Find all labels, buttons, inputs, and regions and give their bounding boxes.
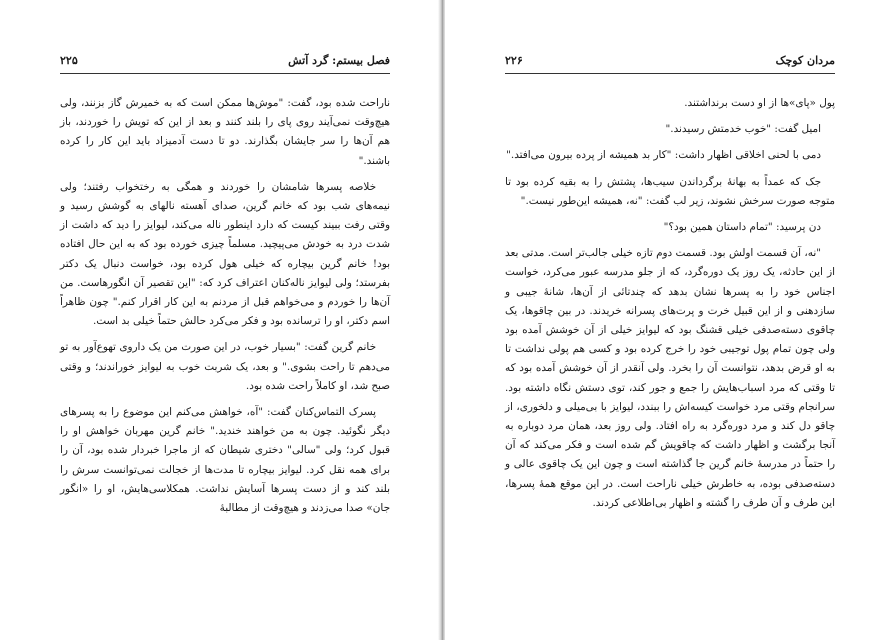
- paragraph: دمی با لحنی اخلاقی اظهار داشت: "کار بد همیشه از پرده بیرون می‌افتد.": [506, 149, 821, 162]
- paragraph: امیل گفت: "خوب خدمتش رسیدند.": [665, 123, 821, 136]
- left-chapter-title: فصل بیستم: گرد آتش: [288, 54, 390, 67]
- paragraph: پسرک التماس‌کنان گفت: "آه، خواهش می‌کنم این موضوع را به پسرهای دیگر نگوئید. چون به من خواهند خندید." خانم گرین مهربان خواهش او را قبول کرد؛ ولی "سالی" دختری شیطان که از ماجرا خبردار شده بود، آن را برای همه نقل کرد. لیوایز بیچاره تا مدت‌ها از خجالت نمی‌توانست سرش را بلند کند و از دست پسرها آسایش نداشت. همکلاسی‌هایش، او را «انگور جان» صدا می‌زدند و هیچ‌وقت از مطالبهٔ: [60, 406, 390, 515]
- paragraph: ناراحت شده بود، گفت: "موش‌ها ممکن است که به خمیرش گاز بزنند، ولی هیچ‌وقت نمی‌آیند روی پای را بلند کنند و بعد از این که تویش را خوردند، باز هم آن‌ها را سر جایشان بگذارند. دو تا دست آدمیزاد باید این کار را کرده باشند.": [60, 97, 390, 167]
- paragraph: خانم گرین گفت: "بسیار خوب، در این صورت من یک داروی تهوع‌آور به تو می‌دهم تا راحت بشوی." و بعد، یک شربت خوب به لیوایز خوراندند؛ و وقتی صبح شد، او کاملاً راحت شده بود.: [60, 341, 390, 392]
- right-page: [445, 0, 885, 640]
- paragraph: "نه، آن قسمت اولش بود. قسمت دوم تازه خیلی جالب‌تر است. مدتی بعد از این حادثه، یک روز یک دوره‌گرد، که از جلو مدرسه عبور می‌کرد، خواست اجناس خود را به پسرها نشان بدهد که چندتائی از آن‌ها، شانهٔ جیبی و سازدهنی و از این قبیل خرت و پرت‌های پسرانه خریدند. در بین چاقوها، یک چاقوی دسته‌صدفی خیلی قشنگ بود که لیوایز خیلی از آن خوشش آمده بود ولی چون تمام پول توجیبی خود را خرج کرده بود و کسی هم پولی نداشت تا به او قرض بدهد، نتوانست آن را بخرد. ولی آنقدر از آن خوشش آمده بود که تا وقتی که مرد اسباب‌هایش را جمع و جور کند، توی دستش نگاه داشته بود. سرانجام وقتی مرد خواست کیسه‌اش را ببندد، لیوایز با بی‌میلی و دلخوری، از چاقو دل کند و مرد دوره‌گرد به راه افتاد. ولی روز بعد، همان مرد دوباره به آنجا برگشت و اظهار داشت که چاقویش گم شده است و فکر می‌کند که آن را حتماً در مدرسهٔ خانم گرین جا گذاشته است و چون این یک چاقوی عالی و دسته‌صدفی بوده، به خاطرش خیلی ناراحت است. در این موقع همهٔ پسرها، این طرف و آن طرف را گشته و اظهار بی‌اطلاعی کردند.: [505, 247, 835, 509]
- paragraph: جک که عمداً به بهانهٔ برگرداندن سیب‌ها، پشتش را به بقیه کرده بود تا متوجه صورت سرخش نشوند، زیر لب گفت: "نه، همیشه این‌طور نیست.": [505, 175, 835, 207]
- paragraph: پول «پای»ها از او دست برنداشتند.: [684, 97, 835, 109]
- right-book-title: مردان کوچک: [775, 54, 835, 67]
- right-page-number: ۲۲۶: [505, 54, 523, 67]
- left-page-number: ۲۲۵: [60, 54, 78, 67]
- right-page-text: [505, 94, 835, 513]
- right-header-rule: [505, 73, 835, 74]
- paragraph: خلاصه پسرها شامشان را خوردند و همگی به رختخواب رفتند؛ ولی نیمه‌های شب بود که خانم گرین، صدای آهسته نالهای به گوشش رسید و وقتی رفت ببیند کیست که دارد اینطور ناله می‌کند، لیوایز را دید که داشت از شدت درد به خودش می‌پیچید. مسلماً چیزی خورده بود که به این حال افتاده بود! خانم گرین بیچاره که خیلی هول کرده بود، خواست دنبال یک دکتر بفرستد؛ ولی لیوایز نالەکنان اعتراف کرد که: "این تقصیر آن انگورهاست. من آن‌ها را خوردم و می‌خواهم قبل از مردنم به این کار اقرار کنم." چون ظاهراً اسم دکتر، او را ترسانده بود و فکر می‌کرد حالش حتماً خیلی بد است.: [60, 180, 390, 328]
- left-header-rule: [60, 73, 390, 74]
- right-page-header: [505, 54, 835, 72]
- left-page-text: [60, 94, 390, 525]
- paragraph: دن پرسید: "تمام داستان همین بود؟": [663, 221, 821, 234]
- left-page-header: [60, 54, 390, 72]
- left-page: [0, 0, 440, 640]
